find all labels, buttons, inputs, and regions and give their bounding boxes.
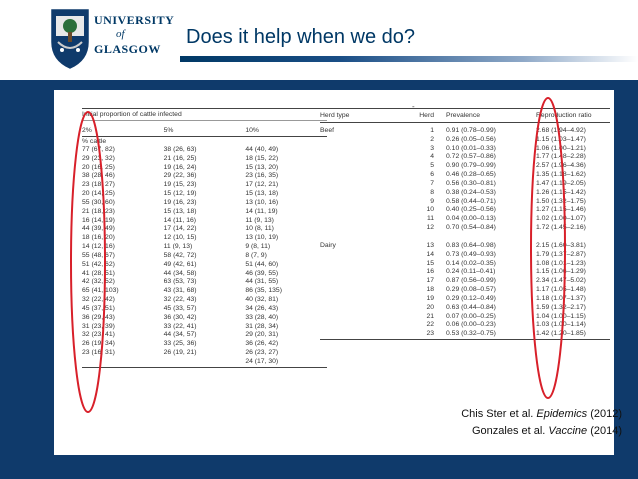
table-cell: 23 (18, 27) — [82, 181, 115, 189]
table-cell: 33 (28, 40) — [245, 313, 279, 321]
table-cell: 1.08 (1.01–1.23) — [536, 259, 586, 267]
table-cell: 44 (31, 55) — [245, 278, 279, 286]
table-cell: 36 (30, 42) — [163, 313, 197, 321]
col-header-reproduction-ratio: Reproduction ratio — [536, 112, 592, 119]
highlight-circle-reproduction — [531, 98, 565, 398]
table-cell: 33 (22, 41) — [163, 322, 197, 330]
table-cell: 14 (11, 16) — [163, 216, 197, 224]
table-cell: 12 — [426, 224, 434, 232]
citation-1-year: (2012) — [587, 408, 622, 420]
table-cell: 40 (32, 81) — [245, 296, 279, 304]
table-cell: 0.72 (0.57–0.86) — [446, 153, 496, 161]
table-cell: 1.35 (1.18–1.62) — [536, 171, 586, 179]
table-cell: 0.90 (0.79–0.99) — [446, 162, 496, 170]
table-cell: 26 (23, 27) — [245, 349, 279, 357]
citation-1 — [382, 408, 622, 420]
table-cell: 9 (8, 11) — [245, 243, 271, 251]
table-cell: 2.57 (1.96–4.36) — [536, 162, 586, 170]
table-cell: 16 — [426, 268, 434, 276]
table-cell: 1.17 (1.05–1.48) — [536, 286, 586, 294]
table-cell: 0.24 (0.11–0.41) — [446, 268, 496, 276]
table-cell: 0.87 (0.56–0.99) — [446, 277, 496, 285]
slide-title: Does it help when we do? — [186, 26, 416, 48]
table-cell: 15 (13, 18) — [163, 207, 197, 215]
table-cell: 32 (22, 42) — [82, 296, 115, 304]
table-cell: 32 (23, 41) — [82, 331, 115, 339]
table-cell: 0.46 (0.28–0.65) — [446, 171, 496, 179]
table-cell: 17 — [426, 277, 434, 285]
table-cell: 0.91 (0.78–0.99) — [446, 127, 496, 134]
citation-2-authors: Gonzales et al. — [471, 425, 549, 437]
table-cell: 16 (14, 19) — [82, 216, 115, 224]
citation-1-journal: Epidemics — [536, 408, 588, 420]
table-cell: 1.26 (1.15–1.42) — [536, 188, 586, 196]
table-cell: 0.56 (0.30–0.81) — [446, 179, 496, 187]
table-cell: 65 (41, 103) — [82, 287, 119, 295]
table-cell: 21 — [426, 312, 434, 320]
table-cell: 3 — [430, 144, 434, 152]
table-cell: 29 (20, 31) — [245, 331, 279, 339]
table-cell: 4 — [430, 153, 434, 161]
table-cell: 1.77 (1.48–2.28) — [536, 153, 586, 161]
table-cell: 23 (16, 31) — [82, 349, 115, 357]
table-cell: 18 (15, 22) — [245, 154, 279, 162]
table-cell: 1.15 (1.03–1.47) — [536, 135, 586, 143]
table-cell: 1.47 (1.19–2.05) — [536, 179, 586, 187]
table-cell: 24 (17, 30) — [245, 357, 279, 365]
table-cell: 42 (32, 52) — [82, 278, 115, 286]
table-cell: 0.58 (0.44–0.71) — [446, 197, 496, 205]
table-cell: 21 (18, 23) — [82, 207, 115, 215]
table-cell: 1.59 (1.32–2.17) — [536, 303, 586, 311]
citation-2-year: (2014) — [587, 425, 622, 437]
table-cell: 2.34 (1.47–5.02) — [536, 277, 586, 285]
table-cell: 1.04 (1.00–1.15) — [536, 312, 586, 320]
table-cell: 13 (10, 16) — [245, 198, 279, 206]
table-cell: 0.73 (0.49–0.93) — [446, 250, 496, 258]
table-cell: 19 — [426, 294, 434, 302]
table-cell: 12 (10, 15) — [163, 234, 197, 242]
table-cell: 1.06 (1.00–1.21) — [536, 144, 586, 152]
table-cell: 19 (15, 23) — [163, 181, 197, 189]
table-cell: 51 (44, 60) — [245, 260, 279, 268]
table-cell: 44 (34, 57) — [163, 331, 197, 339]
table-cell: 44 (34, 58) — [163, 269, 197, 277]
table-cell: 1.02 (1.00–1.07) — [536, 215, 586, 223]
table-cell: 36 (26, 42) — [245, 340, 279, 348]
table-cell: 26 (19, 21) — [163, 349, 197, 357]
table-cell: 58 (42, 72) — [163, 251, 197, 259]
table-cell: 11 (9, 13) — [245, 216, 274, 224]
table-cell: 32 (22, 43) — [163, 296, 197, 304]
table-cell: 0.07 (0.00–0.25) — [446, 312, 496, 320]
table-cell: 5 — [430, 162, 434, 170]
table-cell: 15 — [426, 259, 434, 267]
col-header-herd-type: Herd type — [320, 112, 350, 119]
table-cell: 86 (35, 135) — [245, 287, 282, 295]
table-cell: 10 — [426, 206, 434, 214]
citation-2-journal: Vaccine — [548, 425, 588, 437]
col-header-prevalence: Prevalence — [446, 112, 481, 119]
logo-line-3: GLASGOW — [94, 42, 161, 56]
table-cell: 20 — [426, 303, 434, 311]
table-cell: 44 (40, 49) — [245, 146, 279, 153]
table-cell: 23 (16, 35) — [245, 172, 279, 180]
table-cell: 2.15 (1.60–3.81) — [536, 241, 586, 249]
table-cell: 2.68 (1.94–4.92) — [536, 127, 586, 134]
col-header-10pct: 10% — [245, 127, 259, 134]
table-cell: 13 (10, 19) — [245, 234, 279, 242]
dash-mark: - — [412, 102, 415, 111]
highlight-circle-2pct — [71, 112, 105, 412]
citation-2 — [382, 425, 622, 437]
logo-line-2: of — [116, 28, 125, 40]
table-cell: 38 (28, 46) — [82, 172, 115, 180]
col-header-5pct: 5% — [163, 127, 174, 134]
table-cell: 1.27 (1.15–1.46) — [536, 206, 586, 214]
table-cell: 31 (28, 34) — [245, 322, 279, 330]
table-cell: 18 (16, 20) — [82, 234, 115, 242]
table-cell: 0.38 (0.24–0.53) — [446, 188, 496, 196]
table-cell: 11 (9, 13) — [163, 243, 193, 251]
table-cell: 2 — [430, 135, 434, 143]
table-cell: 29 (23, 32) — [82, 154, 115, 162]
table-cell: 31 (23, 39) — [82, 322, 115, 330]
table-cell: 44 (39, 49) — [82, 225, 115, 233]
table-cell: 14 (11, 19) — [245, 207, 278, 215]
table-cell: 0.63 (0.44–0.84) — [446, 303, 496, 311]
table-cell: 22 — [426, 321, 434, 329]
col-header-herd: Herd — [419, 112, 434, 119]
table-cell: 15 (13, 18) — [245, 190, 279, 198]
table-cell: 18 — [426, 286, 434, 294]
table-cell: 1.72 (1.45–2.16) — [536, 224, 586, 232]
col-header-2pct: 2% — [82, 127, 92, 134]
cattle-table-caption: Initial proportion of cattle infected — [82, 108, 327, 121]
table-cell: 19 (16, 24) — [163, 163, 197, 171]
table-cell: 1.03 (1.00–1.14) — [536, 321, 586, 329]
table-cell: 38 (26, 63) — [163, 146, 197, 153]
table-cell: 15 (13, 20) — [245, 163, 279, 171]
table-cell: 0.40 (0.25–0.56) — [446, 206, 496, 214]
table-cell: 8 — [430, 188, 434, 196]
citation-1-authors: Chis Ster et al. — [461, 408, 537, 420]
table-cell: 0.26 (0.05–0.56) — [446, 135, 496, 143]
table-cell: 41 (28, 51) — [82, 269, 115, 277]
table-cell: 55 (30, 60) — [82, 198, 115, 206]
table-cell: 6 — [430, 171, 434, 179]
table-cell: 17 (12, 21) — [245, 181, 279, 189]
table-cell: 0.29 (0.12–0.49) — [446, 294, 496, 302]
table-cell: 0.10 (0.01–0.33) — [446, 144, 496, 152]
table-cell: 33 (25, 36) — [163, 340, 197, 348]
table-cell: 23 — [426, 330, 434, 338]
table-cell: 45 (37, 51) — [82, 304, 115, 312]
table-cell: 0.06 (0.00–0.23) — [446, 321, 496, 329]
table-cell: 14 — [426, 250, 434, 258]
logo-line-1: UNIVERSITY — [94, 13, 175, 27]
table-cell: 13 — [426, 241, 434, 249]
table-cell: 20 (14, 25) — [82, 190, 115, 198]
cattle-subhead: % cattle — [82, 138, 107, 145]
table-cell: 29 (22, 36) — [163, 172, 197, 180]
table-cell: 0.29 (0.08–0.57) — [446, 286, 496, 294]
table-cell: 1.18 (1.07–1.37) — [536, 294, 586, 302]
table-cell: 21 (16, 25) — [163, 154, 197, 162]
table-cell: 7 — [430, 179, 434, 187]
table-cell: 77 (67, 82) — [82, 146, 115, 153]
table-cell: 55 (48, 67) — [82, 251, 115, 259]
table-cell: 0.04 (0.00–0.13) — [446, 215, 496, 223]
table-cell: 0.14 (0.02–0.35) — [446, 259, 496, 267]
table-cell: 17 (14, 22) — [163, 225, 197, 233]
table-cell: Dairy — [320, 241, 336, 249]
table-cell: 9 — [430, 197, 434, 205]
table-cell: 36 (29, 43) — [82, 313, 115, 321]
table-cell: 49 (42, 61) — [163, 260, 197, 268]
table-cell: 34 (26, 43) — [245, 304, 279, 312]
table-cell: 11 — [426, 215, 434, 223]
table-cell: 1.79 (1.37–2.87) — [536, 250, 586, 258]
table-cell: 1.50 (1.32–1.75) — [536, 197, 586, 205]
table-cell: 15 (12, 19) — [163, 190, 197, 198]
table-cell: 45 (33, 57) — [163, 304, 197, 312]
table-cell: 46 (39, 55) — [245, 269, 279, 277]
table-cell: 0.53 (0.32–0.75) — [446, 330, 496, 338]
table-cell: 51 (42, 62) — [82, 260, 115, 268]
table-cell: 8 (7, 9) — [245, 251, 267, 259]
table-cell: 0.70 (0.54–0.84) — [446, 224, 496, 232]
table-cell: 1.15 (1.06–1.29) — [536, 268, 586, 276]
table-cell: Beef — [320, 127, 334, 134]
table-cell: 0.83 (0.64–0.98) — [446, 241, 496, 249]
table-cell: 14 (12, 16) — [82, 243, 115, 251]
table-cell: 63 (53, 73) — [163, 278, 197, 286]
table-cell: 1 — [430, 127, 434, 134]
table-cell: 26 (19, 34) — [82, 340, 115, 348]
table-cell: 19 (16, 23) — [163, 198, 197, 206]
table-cell: 20 (16, 25) — [82, 163, 115, 171]
table-cell: 10 (8, 11) — [245, 225, 274, 233]
table-cell: 43 (31, 68) — [163, 287, 197, 295]
table-cell: 1.42 (1.20–1.85) — [536, 330, 586, 338]
